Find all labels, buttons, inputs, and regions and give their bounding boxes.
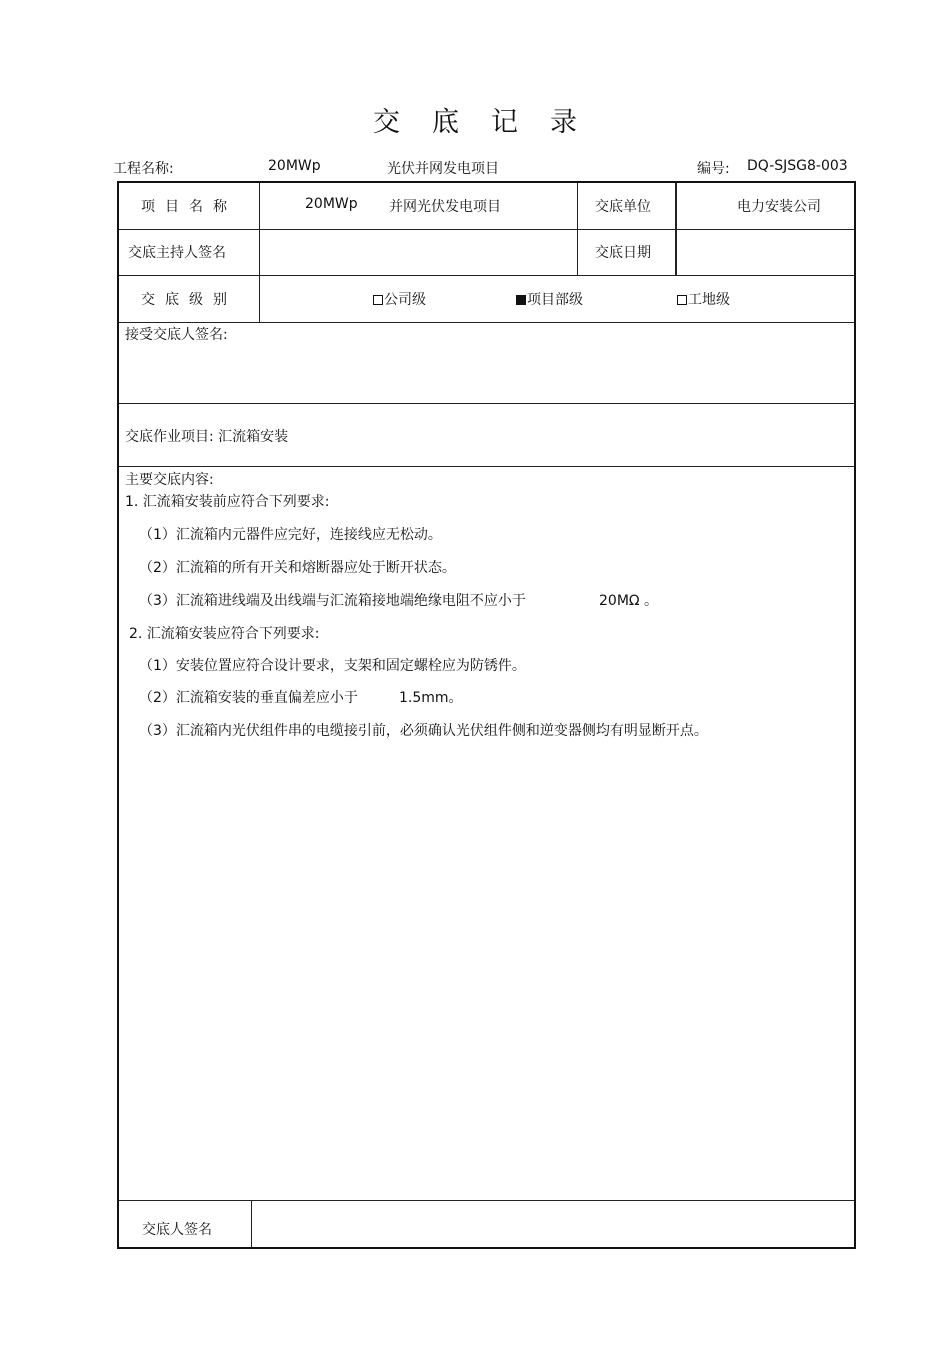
column-divider bbox=[675, 183, 677, 276]
section-2-item-1: （1）安装位置应符合设计要求，支架和固定螺栓应为防锈件。 bbox=[139, 658, 526, 674]
unit-value: 电力安装公司 bbox=[737, 199, 821, 215]
section-2-item-2-value: 1.5mm。 bbox=[399, 690, 463, 706]
receiver-sign-label: 接受交底人签名: bbox=[125, 327, 228, 343]
column-divider bbox=[259, 183, 260, 322]
number-label: 编号: bbox=[697, 161, 730, 177]
content-label: 主要交底内容: bbox=[125, 472, 214, 488]
number-value: DQ-SJSG8-003 bbox=[747, 158, 848, 174]
project-name: 光伏并网发电项目 bbox=[387, 161, 499, 177]
work-item-label: 交底作业项目: bbox=[125, 429, 214, 445]
level-option-project[interactable] bbox=[516, 289, 583, 309]
date-label: 交底日期 bbox=[595, 245, 651, 261]
host-sign-label: 交底主持人签名 bbox=[128, 245, 226, 261]
level-option-site[interactable] bbox=[677, 289, 730, 309]
project-name-capacity: 20MWp bbox=[305, 196, 358, 212]
row-divider bbox=[119, 403, 854, 404]
row-divider bbox=[119, 322, 854, 323]
section-2-item-2: （2）汇流箱安装的垂直偏差应小于 bbox=[139, 690, 358, 706]
column-divider bbox=[251, 1200, 252, 1247]
section-1-title: 1. 汇流箱安装前应符合下列要求: bbox=[125, 494, 330, 510]
section-2-item-3: （3）汇流箱内光伏组件串的电缆接引前，必须确认光伏组件侧和逆变器侧均有明显断开点。 bbox=[139, 723, 708, 739]
title-char: 记 bbox=[491, 107, 518, 138]
column-divider bbox=[577, 183, 578, 276]
section-1-item-1: （1）汇流箱内元器件应完好，连接线应无松动。 bbox=[139, 527, 442, 543]
checkbox-icon[interactable] bbox=[677, 295, 687, 305]
checkbox-icon[interactable] bbox=[373, 295, 383, 305]
section-1-item-3: （3）汇流箱进线端及出线端与汇流箱接地端绝缘电阻不应小于 bbox=[139, 593, 526, 609]
project-capacity: 20MWp bbox=[268, 158, 321, 174]
project-label: 工程名称: bbox=[113, 161, 174, 177]
document-title bbox=[0, 100, 950, 139]
level-option-label: 公司级 bbox=[384, 292, 426, 308]
record-form bbox=[117, 181, 856, 1249]
section-1-item-2: （2）汇流箱的所有开关和熔断器应处于断开状态。 bbox=[139, 560, 456, 576]
unit-label: 交底单位 bbox=[595, 199, 651, 215]
signer-label: 交底人签名 bbox=[142, 1222, 212, 1238]
level-option-label: 项目部级 bbox=[527, 292, 583, 308]
level-option-company[interactable] bbox=[373, 289, 426, 309]
project-name-label: 项目名称 bbox=[141, 199, 237, 215]
level-option-label: 工地级 bbox=[688, 292, 730, 308]
title-char: 录 bbox=[550, 107, 577, 138]
row-divider bbox=[119, 275, 854, 276]
work-item bbox=[125, 426, 288, 446]
title-char: 交 bbox=[373, 107, 400, 138]
checkbox-checked-icon[interactable] bbox=[516, 295, 526, 305]
section-1-item-3-value: 20MΩ 。 bbox=[599, 593, 659, 609]
title-char: 底 bbox=[432, 107, 459, 138]
row-divider bbox=[119, 229, 854, 230]
project-name-value: 并网光伏发电项目 bbox=[389, 199, 501, 215]
level-label: 交底级别 bbox=[141, 292, 237, 308]
work-item-value: 汇流箱安装 bbox=[218, 429, 289, 445]
row-divider bbox=[119, 1200, 854, 1201]
row-divider bbox=[119, 466, 854, 467]
section-2-title: 2. 汇流箱安装应符合下列要求: bbox=[129, 626, 320, 642]
